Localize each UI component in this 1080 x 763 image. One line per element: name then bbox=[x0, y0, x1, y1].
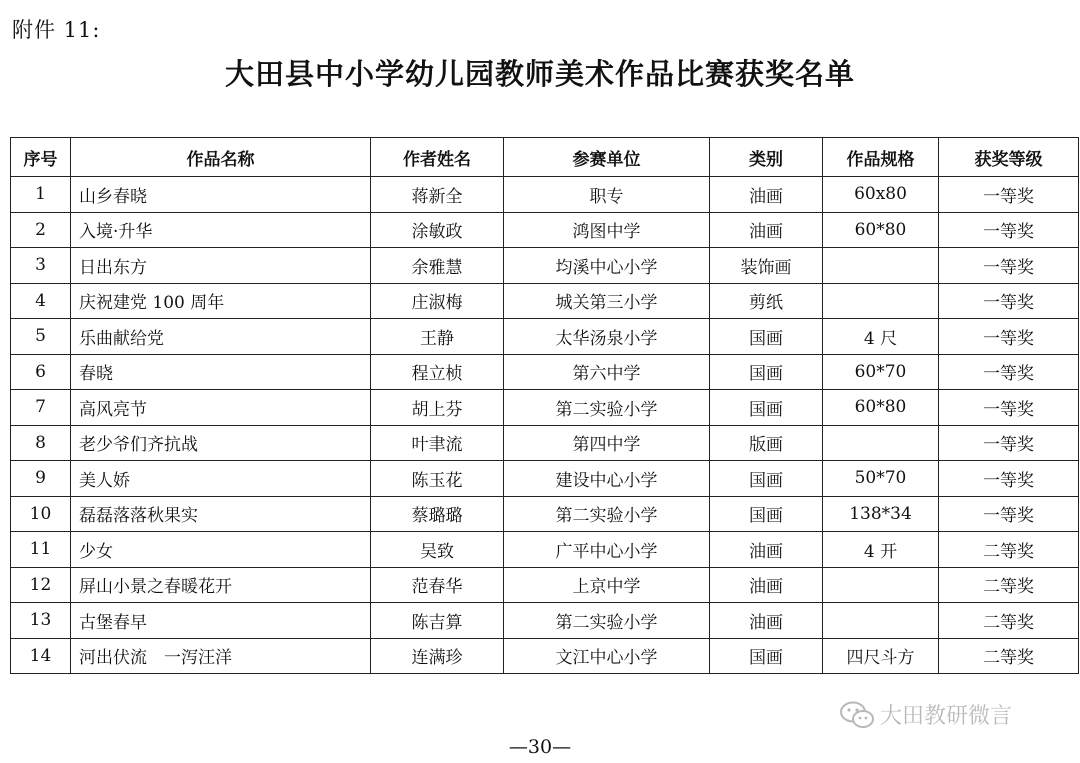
work-title-cell: 春晓 bbox=[71, 354, 371, 390]
unit-name-cell: 第六中学 bbox=[504, 354, 710, 390]
size-cell: 4 开 bbox=[823, 532, 939, 568]
table-header-col-index: 序号 bbox=[11, 138, 71, 177]
row-index-cell: 11 bbox=[11, 532, 71, 568]
table-header-col-unit: 参赛单位 bbox=[504, 138, 710, 177]
table-row bbox=[11, 248, 1079, 284]
award-level-cell: 一等奖 bbox=[939, 212, 1079, 248]
size-cell bbox=[823, 603, 939, 639]
category-cell: 版画 bbox=[710, 425, 823, 461]
table-header-col-category: 类别 bbox=[710, 138, 823, 177]
unit-name-cell: 文江中心小学 bbox=[504, 638, 710, 674]
unit-name-cell: 太华汤泉小学 bbox=[504, 319, 710, 355]
size-cell: 四尺斗方 bbox=[823, 638, 939, 674]
unit-name-cell: 上京中学 bbox=[504, 567, 710, 603]
award-level-cell: 二等奖 bbox=[939, 532, 1079, 568]
category-cell: 剪纸 bbox=[710, 283, 823, 319]
row-index-cell: 7 bbox=[11, 390, 71, 426]
size-cell: 138*34 bbox=[823, 496, 939, 532]
award-level-cell: 一等奖 bbox=[939, 177, 1079, 213]
row-index-cell: 2 bbox=[11, 212, 71, 248]
award-level-cell: 二等奖 bbox=[939, 603, 1079, 639]
wechat-icon bbox=[840, 701, 874, 729]
category-cell: 油画 bbox=[710, 603, 823, 639]
attachment-label: 附件 11: bbox=[12, 18, 101, 42]
work-title-cell: 山乡春晓 bbox=[71, 177, 371, 213]
size-cell: 4 尺 bbox=[823, 319, 939, 355]
work-title-cell: 庆祝建党 100 周年 bbox=[71, 283, 371, 319]
work-title-cell: 屏山小景之春暖花开 bbox=[71, 567, 371, 603]
size-cell: 60*80 bbox=[823, 212, 939, 248]
author-name-cell: 胡上芬 bbox=[371, 390, 504, 426]
table-row bbox=[11, 283, 1079, 319]
author-name-cell: 涂敏政 bbox=[371, 212, 504, 248]
table-row bbox=[11, 567, 1079, 603]
work-title-cell: 高风亮节 bbox=[71, 390, 371, 426]
award-level-cell: 一等奖 bbox=[939, 461, 1079, 497]
author-name-cell: 余雅慧 bbox=[371, 248, 504, 284]
row-index-cell: 6 bbox=[11, 354, 71, 390]
size-cell: 60*70 bbox=[823, 354, 939, 390]
table-row bbox=[11, 354, 1079, 390]
table-row bbox=[11, 319, 1079, 355]
table-row bbox=[11, 638, 1079, 674]
row-index-cell: 13 bbox=[11, 603, 71, 639]
work-title-cell: 河出伏流 一泻汪洋 bbox=[71, 638, 371, 674]
table-body bbox=[11, 177, 1079, 674]
row-index-cell: 5 bbox=[11, 319, 71, 355]
unit-name-cell: 建设中心小学 bbox=[504, 461, 710, 497]
category-cell: 国画 bbox=[710, 461, 823, 497]
awards-table bbox=[10, 137, 1079, 674]
page-number: —30— bbox=[508, 736, 572, 758]
row-index-cell: 12 bbox=[11, 567, 71, 603]
size-cell bbox=[823, 283, 939, 319]
work-title-cell: 少女 bbox=[71, 532, 371, 568]
author-name-cell: 范春华 bbox=[371, 567, 504, 603]
table-row bbox=[11, 212, 1079, 248]
author-name-cell: 蒋新全 bbox=[371, 177, 504, 213]
unit-name-cell: 广平中心小学 bbox=[504, 532, 710, 568]
size-cell bbox=[823, 425, 939, 461]
category-cell: 国画 bbox=[710, 390, 823, 426]
table-row bbox=[11, 425, 1079, 461]
work-title-cell: 古堡春早 bbox=[71, 603, 371, 639]
row-index-cell: 8 bbox=[11, 425, 71, 461]
award-level-cell: 二等奖 bbox=[939, 567, 1079, 603]
category-cell: 油画 bbox=[710, 212, 823, 248]
table-row bbox=[11, 390, 1079, 426]
work-title-cell: 日出东方 bbox=[71, 248, 371, 284]
category-cell: 国画 bbox=[710, 638, 823, 674]
row-index-cell: 4 bbox=[11, 283, 71, 319]
category-cell: 油画 bbox=[710, 532, 823, 568]
work-title-cell: 磊磊落落秋果实 bbox=[71, 496, 371, 532]
author-name-cell: 吴致 bbox=[371, 532, 504, 568]
category-cell: 国画 bbox=[710, 496, 823, 532]
author-name-cell: 王静 bbox=[371, 319, 504, 355]
category-cell: 国画 bbox=[710, 319, 823, 355]
row-index-cell: 10 bbox=[11, 496, 71, 532]
size-cell: 50*70 bbox=[823, 461, 939, 497]
row-index-cell: 3 bbox=[11, 248, 71, 284]
author-name-cell: 连满珍 bbox=[371, 638, 504, 674]
size-cell bbox=[823, 567, 939, 603]
table-header-col-work-title: 作品名称 bbox=[71, 138, 371, 177]
table-row bbox=[11, 532, 1079, 568]
row-index-cell: 14 bbox=[11, 638, 71, 674]
unit-name-cell: 城关第三小学 bbox=[504, 283, 710, 319]
award-level-cell: 一等奖 bbox=[939, 390, 1079, 426]
size-cell: 60*80 bbox=[823, 390, 939, 426]
unit-name-cell: 第二实验小学 bbox=[504, 603, 710, 639]
table-header-row bbox=[11, 138, 1079, 177]
table-header-col-author: 作者姓名 bbox=[371, 138, 504, 177]
unit-name-cell: 职专 bbox=[504, 177, 710, 213]
category-cell: 油画 bbox=[710, 567, 823, 603]
row-index-cell: 9 bbox=[11, 461, 71, 497]
award-level-cell: 一等奖 bbox=[939, 319, 1079, 355]
unit-name-cell: 第二实验小学 bbox=[504, 496, 710, 532]
work-title-cell: 入境·升华 bbox=[71, 212, 371, 248]
author-name-cell: 蔡璐璐 bbox=[371, 496, 504, 532]
award-level-cell: 一等奖 bbox=[939, 496, 1079, 532]
table-header-col-size: 作品规格 bbox=[823, 138, 939, 177]
work-title-cell: 美人娇 bbox=[71, 461, 371, 497]
unit-name-cell: 均溪中心小学 bbox=[504, 248, 710, 284]
size-cell: 60x80 bbox=[823, 177, 939, 213]
table-row bbox=[11, 461, 1079, 497]
award-level-cell: 一等奖 bbox=[939, 354, 1079, 390]
award-level-cell: 二等奖 bbox=[939, 638, 1079, 674]
watermark-text: 大田教研微言 bbox=[880, 704, 1013, 729]
category-cell: 国画 bbox=[710, 354, 823, 390]
page-title: 大田县中小学幼儿园教师美术作品比赛获奖名单 bbox=[224, 57, 855, 91]
row-index-cell: 1 bbox=[11, 177, 71, 213]
category-cell: 油画 bbox=[710, 177, 823, 213]
award-level-cell: 一等奖 bbox=[939, 248, 1079, 284]
award-level-cell: 一等奖 bbox=[939, 283, 1079, 319]
table-row bbox=[11, 603, 1079, 639]
category-cell: 装饰画 bbox=[710, 248, 823, 284]
unit-name-cell: 第二实验小学 bbox=[504, 390, 710, 426]
author-name-cell: 叶聿流 bbox=[371, 425, 504, 461]
unit-name-cell: 第四中学 bbox=[504, 425, 710, 461]
table-row bbox=[11, 496, 1079, 532]
author-name-cell: 陈吉算 bbox=[371, 603, 504, 639]
size-cell bbox=[823, 248, 939, 284]
author-name-cell: 庄淑梅 bbox=[371, 283, 504, 319]
watermark bbox=[840, 699, 1012, 730]
work-title-cell: 老少爷们齐抗战 bbox=[71, 425, 371, 461]
table-row bbox=[11, 177, 1079, 213]
work-title-cell: 乐曲献给党 bbox=[71, 319, 371, 355]
award-level-cell: 一等奖 bbox=[939, 425, 1079, 461]
author-name-cell: 陈玉花 bbox=[371, 461, 504, 497]
author-name-cell: 程立桢 bbox=[371, 354, 504, 390]
unit-name-cell: 鸿图中学 bbox=[504, 212, 710, 248]
table-header-col-award: 获奖等级 bbox=[939, 138, 1079, 177]
